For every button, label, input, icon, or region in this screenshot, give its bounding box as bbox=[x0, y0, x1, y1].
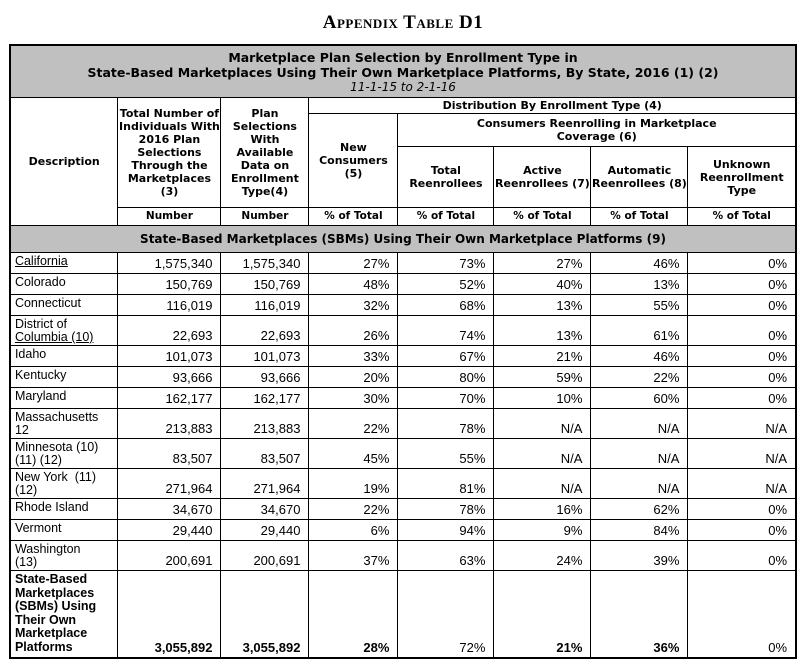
value-cell: N/A bbox=[591, 409, 688, 439]
total-value-cell: 3,055,892 bbox=[118, 571, 221, 658]
state-label: Idaho bbox=[14, 347, 47, 361]
state-name-cell bbox=[10, 520, 118, 541]
table-title-row bbox=[10, 45, 796, 98]
state-row bbox=[10, 367, 796, 388]
value-cell: 22,693 bbox=[221, 316, 309, 346]
value-cell: 84% bbox=[591, 520, 688, 541]
state-name-cell bbox=[10, 295, 118, 316]
value-cell: 1,575,340 bbox=[221, 253, 309, 274]
value-cell: 0% bbox=[688, 346, 796, 367]
unit-label-pct-5: % of Total bbox=[688, 208, 796, 226]
value-cell: 46% bbox=[591, 346, 688, 367]
value-cell: 93,666 bbox=[221, 367, 309, 388]
total-label-cell bbox=[10, 571, 118, 658]
value-cell: 48% bbox=[309, 274, 398, 295]
value-cell: 116,019 bbox=[118, 295, 221, 316]
value-cell: 33% bbox=[309, 346, 398, 367]
appendix-table-d1 bbox=[9, 44, 797, 659]
page-title: Appendix Table D1 bbox=[322, 12, 484, 33]
state-label: Washington bbox=[14, 542, 81, 556]
header-row-units bbox=[10, 208, 796, 226]
value-cell: 83,507 bbox=[118, 439, 221, 469]
value-cell: 83,507 bbox=[221, 439, 309, 469]
value-cell: 61% bbox=[591, 316, 688, 346]
total-value-cell: 72% bbox=[398, 571, 494, 658]
state-name-cell bbox=[10, 367, 118, 388]
col-header-active-reenrollees: Active Reenrollees (7) bbox=[494, 147, 591, 208]
value-cell: 0% bbox=[688, 388, 796, 409]
state-label: District of bbox=[14, 317, 68, 331]
total-value-cell: 28% bbox=[309, 571, 398, 658]
state-label: Maryland bbox=[14, 389, 67, 403]
state-name-cell bbox=[10, 253, 118, 274]
value-cell: 150,769 bbox=[221, 274, 309, 295]
state-link[interactable]: California bbox=[14, 254, 68, 268]
col-header-distribution-group: Distribution By Enrollment Type (4) bbox=[309, 98, 796, 114]
state-label: (11) (12) bbox=[14, 453, 62, 467]
value-cell: 162,177 bbox=[118, 388, 221, 409]
total-value-cell: 0% bbox=[688, 571, 796, 658]
value-cell: N/A bbox=[494, 469, 591, 499]
unit-label-pct-2: % of Total bbox=[398, 208, 494, 226]
value-cell: 73% bbox=[398, 253, 494, 274]
total-value-cell: 3,055,892 bbox=[221, 571, 309, 658]
state-name-cell bbox=[10, 439, 118, 469]
value-cell: 30% bbox=[309, 388, 398, 409]
state-name-cell bbox=[10, 409, 118, 439]
state-label: New York (11) bbox=[14, 470, 96, 484]
state-row bbox=[10, 499, 796, 520]
value-cell: 81% bbox=[398, 469, 494, 499]
value-cell: 13% bbox=[591, 274, 688, 295]
unit-label-pct-4: % of Total bbox=[591, 208, 688, 226]
value-cell: 22% bbox=[591, 367, 688, 388]
value-cell: 6% bbox=[309, 520, 398, 541]
value-cell: 200,691 bbox=[118, 541, 221, 571]
value-cell: 78% bbox=[398, 499, 494, 520]
value-cell: 52% bbox=[398, 274, 494, 295]
value-cell: 20% bbox=[309, 367, 398, 388]
value-cell: 34,670 bbox=[118, 499, 221, 520]
table-title-line2: State-Based Marketplaces Using Their Own Marketplace Platforms, By State, 2016 (1) (2) bbox=[87, 65, 719, 80]
value-cell: 0% bbox=[688, 253, 796, 274]
state-label: (13) bbox=[14, 555, 38, 569]
value-cell: 22,693 bbox=[118, 316, 221, 346]
col-header-automatic-reenrollees: Automatic Reenrollees (8) bbox=[591, 147, 688, 208]
value-cell: 101,073 bbox=[118, 346, 221, 367]
table-subtitle-dates: 11-1-15 to 2-1-16 bbox=[350, 80, 456, 94]
value-cell: N/A bbox=[688, 439, 796, 469]
value-cell: 200,691 bbox=[221, 541, 309, 571]
value-cell: 46% bbox=[591, 253, 688, 274]
state-label: 12 bbox=[14, 423, 29, 437]
reenrolling-group-label: Consumers Reenrolling in Marketplace Coverage (6) bbox=[476, 117, 717, 143]
value-cell: 29,440 bbox=[221, 520, 309, 541]
value-cell: 80% bbox=[398, 367, 494, 388]
value-cell: 0% bbox=[688, 499, 796, 520]
col-header-new-consumers: New Consumers (5) bbox=[309, 114, 398, 208]
value-cell: 101,073 bbox=[221, 346, 309, 367]
total-label-line: Marketplace bbox=[14, 626, 88, 640]
value-cell: 63% bbox=[398, 541, 494, 571]
state-label: Rhode Island bbox=[14, 500, 89, 514]
state-row bbox=[10, 253, 796, 274]
state-row bbox=[10, 316, 796, 346]
value-cell: 68% bbox=[398, 295, 494, 316]
value-cell: 67% bbox=[398, 346, 494, 367]
value-cell: 62% bbox=[591, 499, 688, 520]
state-name-cell bbox=[10, 541, 118, 571]
value-cell: 0% bbox=[688, 367, 796, 388]
col-header-plan-selections: Plan Selections With Available Data on Enrollment Type(4) bbox=[221, 98, 309, 208]
value-cell: 271,964 bbox=[118, 469, 221, 499]
state-row bbox=[10, 346, 796, 367]
value-cell: 0% bbox=[688, 274, 796, 295]
value-cell: 213,883 bbox=[221, 409, 309, 439]
value-cell: 213,883 bbox=[118, 409, 221, 439]
value-cell: 271,964 bbox=[221, 469, 309, 499]
total-label-line: Marketplaces bbox=[14, 585, 95, 600]
value-cell: 16% bbox=[494, 499, 591, 520]
value-cell: 0% bbox=[688, 295, 796, 316]
total-label-line: Their Own bbox=[14, 612, 77, 627]
value-cell: 29,440 bbox=[118, 520, 221, 541]
value-cell: 22% bbox=[309, 409, 398, 439]
total-label-line: State-Based bbox=[14, 572, 88, 586]
state-name-cell bbox=[10, 469, 118, 499]
col-header-unknown-reenrollment: Unknown Reenrollment Type bbox=[688, 147, 796, 208]
unit-label-number-2: Number bbox=[221, 208, 309, 226]
col-header-description: Description bbox=[10, 98, 118, 226]
total-label-line: Platforms bbox=[14, 639, 73, 654]
section-header-row bbox=[10, 226, 796, 253]
value-cell: N/A bbox=[688, 469, 796, 499]
value-cell: 94% bbox=[398, 520, 494, 541]
value-cell: 39% bbox=[591, 541, 688, 571]
state-row bbox=[10, 409, 796, 439]
value-cell: 78% bbox=[398, 409, 494, 439]
value-cell: 9% bbox=[494, 520, 591, 541]
value-cell: 19% bbox=[309, 469, 398, 499]
value-cell: 116,019 bbox=[221, 295, 309, 316]
col-header-total-individuals: Total Number of Individuals With 2016 Plan Selections Through the Marketplaces (3) bbox=[118, 98, 221, 208]
value-cell: 22% bbox=[309, 499, 398, 520]
value-cell: N/A bbox=[591, 439, 688, 469]
state-link[interactable]: Columbia (10) bbox=[14, 330, 94, 344]
value-cell: 13% bbox=[494, 295, 591, 316]
value-cell: 40% bbox=[494, 274, 591, 295]
value-cell: N/A bbox=[688, 409, 796, 439]
state-row bbox=[10, 388, 796, 409]
value-cell: 45% bbox=[309, 439, 398, 469]
state-row bbox=[10, 274, 796, 295]
section-header: State-Based Marketplaces (SBMs) Using Their Own Marketplace Platforms (9) bbox=[10, 226, 796, 253]
value-cell: 55% bbox=[398, 439, 494, 469]
state-name-cell bbox=[10, 346, 118, 367]
state-label: Connecticut bbox=[14, 296, 81, 310]
table-title-line1: Marketplace Plan Selection by Enrollment Type in bbox=[228, 50, 578, 65]
header-row-distribution bbox=[10, 98, 796, 114]
value-cell: N/A bbox=[591, 469, 688, 499]
unit-label-pct-1: % of Total bbox=[309, 208, 398, 226]
value-cell: 13% bbox=[494, 316, 591, 346]
state-label: Colorado bbox=[14, 275, 66, 289]
value-cell: 60% bbox=[591, 388, 688, 409]
state-row bbox=[10, 520, 796, 541]
state-label: Vermont bbox=[14, 521, 62, 535]
value-cell: 0% bbox=[688, 541, 796, 571]
state-row bbox=[10, 469, 796, 499]
value-cell: 32% bbox=[309, 295, 398, 316]
state-label: Kentucky bbox=[14, 368, 67, 382]
value-cell: 10% bbox=[494, 388, 591, 409]
value-cell: 0% bbox=[688, 520, 796, 541]
total-label-line: (SBMs) Using bbox=[14, 599, 97, 613]
value-cell: 59% bbox=[494, 367, 591, 388]
value-cell: 34,670 bbox=[221, 499, 309, 520]
value-cell: 93,666 bbox=[118, 367, 221, 388]
value-cell: 1,575,340 bbox=[118, 253, 221, 274]
unit-label-pct-3: % of Total bbox=[494, 208, 591, 226]
total-value-cell: 36% bbox=[591, 571, 688, 658]
value-cell: 55% bbox=[591, 295, 688, 316]
value-cell: 74% bbox=[398, 316, 494, 346]
value-cell: 27% bbox=[309, 253, 398, 274]
value-cell: N/A bbox=[494, 439, 591, 469]
state-row bbox=[10, 541, 796, 571]
total-value-cell: 21% bbox=[494, 571, 591, 658]
value-cell: 150,769 bbox=[118, 274, 221, 295]
total-row bbox=[10, 571, 796, 658]
state-name-cell bbox=[10, 388, 118, 409]
value-cell: 162,177 bbox=[221, 388, 309, 409]
value-cell: 70% bbox=[398, 388, 494, 409]
state-name-cell bbox=[10, 274, 118, 295]
col-header-total-reenrollees: Total Reenrollees bbox=[398, 147, 494, 208]
value-cell: N/A bbox=[494, 409, 591, 439]
unit-label-number-1: Number bbox=[118, 208, 221, 226]
state-row bbox=[10, 295, 796, 316]
value-cell: 27% bbox=[494, 253, 591, 274]
value-cell: 21% bbox=[494, 346, 591, 367]
state-label: (12) bbox=[14, 483, 38, 497]
table-title-band bbox=[10, 45, 796, 98]
value-cell: 26% bbox=[309, 316, 398, 346]
value-cell: 0% bbox=[688, 316, 796, 346]
state-label: Massachusetts bbox=[14, 410, 99, 424]
state-label: Minnesota (10) bbox=[14, 440, 99, 454]
value-cell: 37% bbox=[309, 541, 398, 571]
state-name-cell bbox=[10, 499, 118, 520]
state-name-cell bbox=[10, 316, 118, 346]
value-cell: 24% bbox=[494, 541, 591, 571]
state-row bbox=[10, 439, 796, 469]
col-header-reenrolling-group bbox=[398, 114, 796, 147]
